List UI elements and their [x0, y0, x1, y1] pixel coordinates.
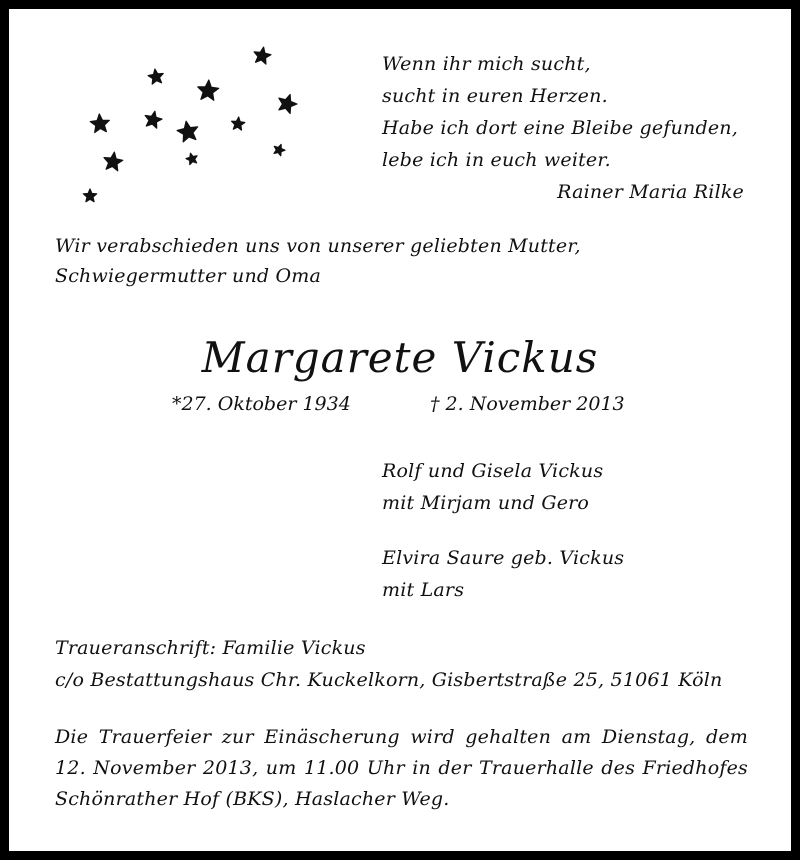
mourner-group	[382, 455, 742, 519]
farewell-intro: Wir verabschieden uns von unserer geliebten Mutter, Schwiegermutter und Oma	[55, 235, 581, 287]
address-line: Traueranschrift: Familie Vickus	[55, 637, 366, 659]
mourner-line: mit Lars	[382, 579, 465, 601]
star-icon	[198, 80, 219, 100]
mourning-address	[55, 632, 775, 696]
star-icon	[254, 47, 271, 64]
mourner-line: Rolf und Gisela Vickus	[382, 460, 604, 482]
star-icon	[145, 111, 162, 128]
poem-line: lebe ich in euch weiter.	[382, 149, 611, 171]
star-icon	[177, 121, 198, 142]
star-icon	[186, 153, 197, 164]
rilke-poem	[382, 48, 752, 208]
ceremony-notice: Die Trauerfeier zur Einäscherung wird gehalten am Dienstag, dem 12. November 2013, um 11.00 Uhr in der Trauerhalle des Friedhofes Schönrather Hof (BKS), Haslacher Weg.	[55, 726, 748, 810]
deceased-name: Margarete Vickus	[201, 333, 599, 382]
star-icon	[274, 144, 285, 155]
poem-author: Rainer Maria Rilke	[557, 181, 744, 203]
poem-line: Wenn ihr mich sucht,	[382, 53, 591, 75]
death-date: † 2. November 2013	[430, 393, 625, 415]
mourner-group	[382, 542, 742, 606]
star-icon	[83, 189, 96, 202]
poem-line: sucht in euren Herzen.	[382, 85, 608, 107]
birth-date: *27. Oktober 1934	[172, 393, 351, 415]
mourner-line: Elvira Saure geb. Vickus	[382, 547, 625, 569]
mourner-line: mit Mirjam und Gero	[382, 492, 590, 514]
star-icon	[232, 117, 245, 130]
star-icon	[104, 152, 123, 171]
star-icon	[279, 95, 297, 114]
poem-line: Habe ich dort eine Bleibe gefunden,	[382, 117, 738, 139]
star-icon	[90, 114, 109, 133]
star-icon	[148, 69, 163, 84]
address-line: c/o Bestattungshaus Chr. Kuckelkorn, Gisbertstraße 25, 51061 Köln	[55, 669, 723, 691]
